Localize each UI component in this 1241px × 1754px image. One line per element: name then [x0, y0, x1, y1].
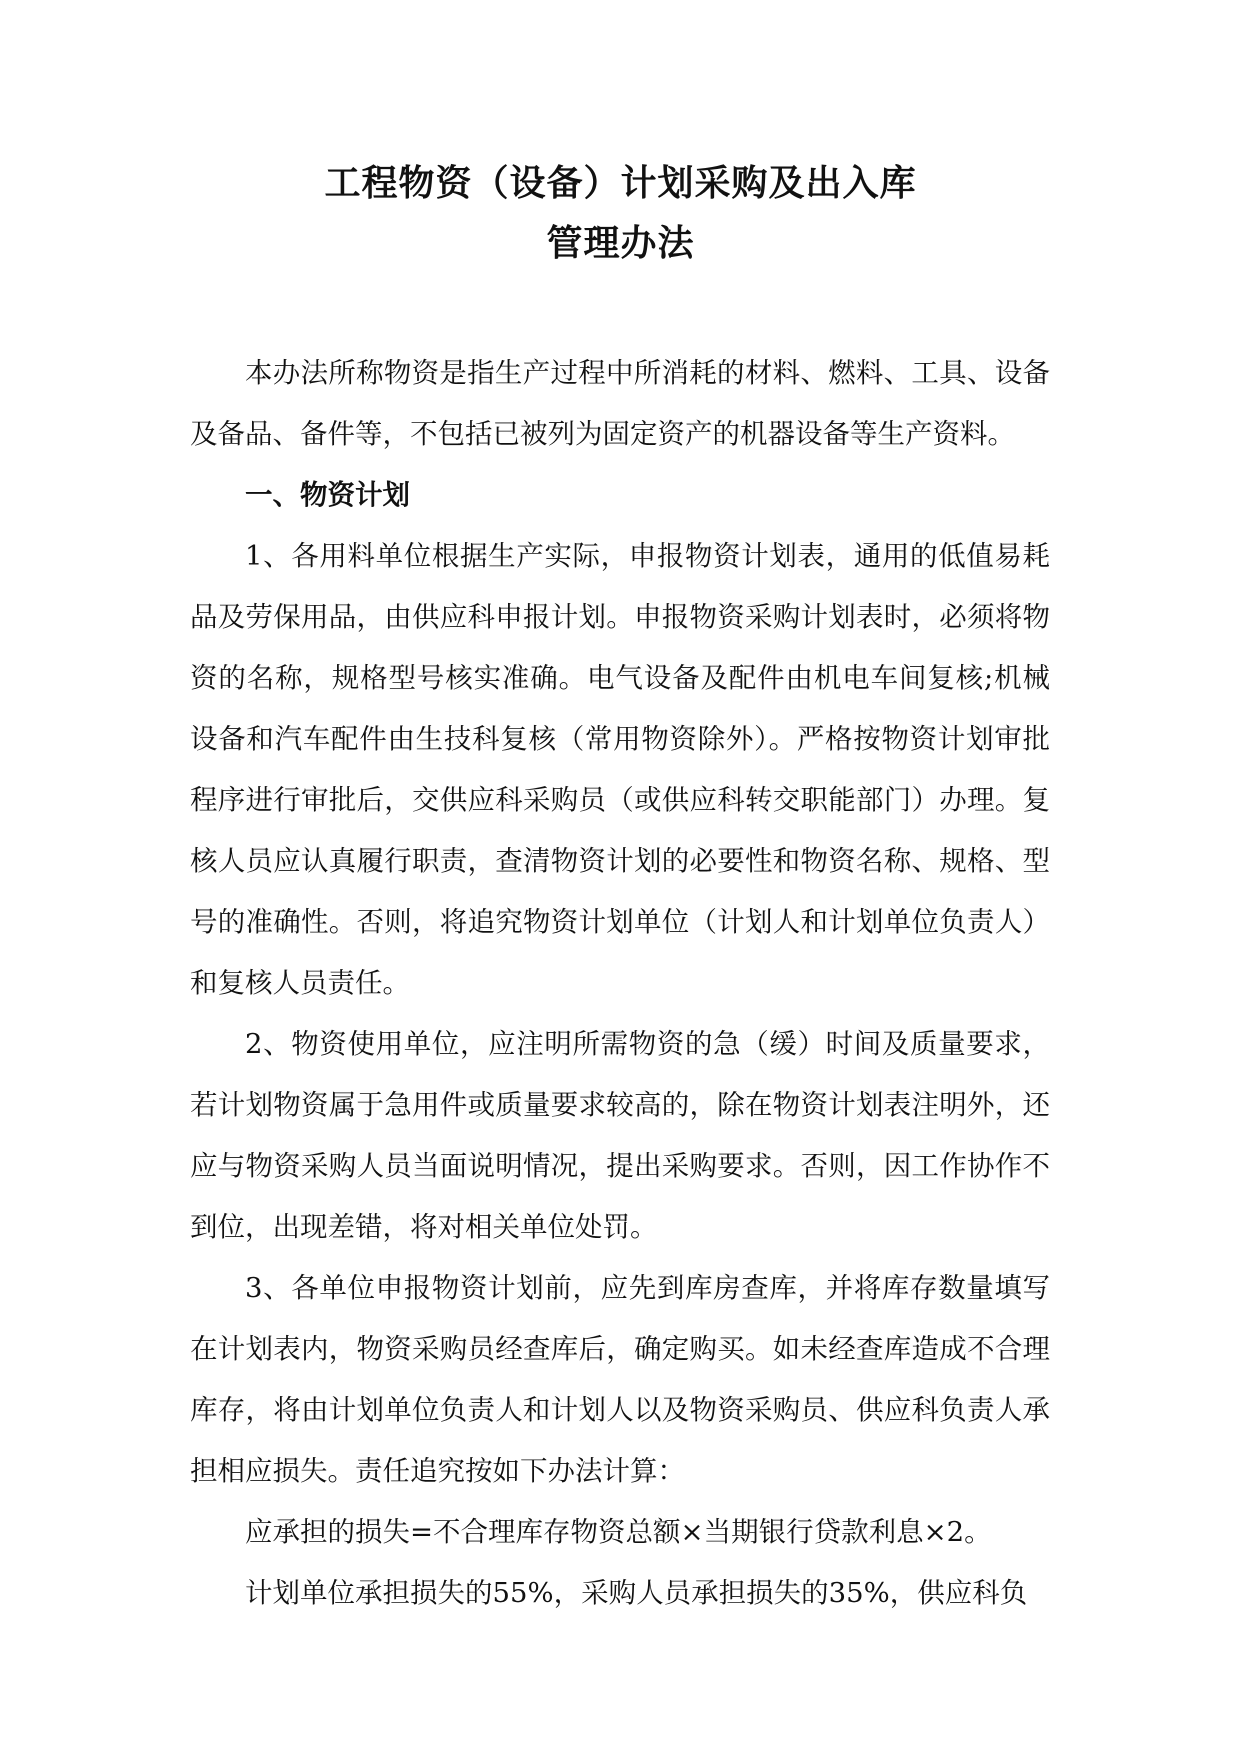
paragraph-item-3: 3、各单位申报物资计划前，应先到库房查库，并将库存数量填写在计划表内，物资采购员经查库后，确定购买。如未经查库造成不合理库存，将由计划单位负责人和计划人以及物资采购员、供应科负责人承担相应损失。责任追究按如下办法计算：	[190, 1272, 1050, 1487]
paragraph-item-1: 1、各用料单位根据生产实际，申报物资计划表，通用的低值易耗品及劳保用品，由供应科申报计划。申报物资采购计划表时，必须将物资的名称，规格型号核实准确。电气设备及配件由机电车间复核;机械设备和汽车配件由生技科复核（常用物资除外）。严格按物资计划审批程序进行审批后，交供应科采购员（或供应科转交职能部门）办理。复核人员应认真履行职责，查清物资计划的必要性和物资名称、规格、型号的准确性。否则，将追究物资计划单位（计划人和计划单位负责人）和复核人员责任。	[190, 540, 1050, 999]
document-body	[190, 343, 1050, 1624]
loss-formula: 应承担的损失=不合理库存物资总额×当期银行贷款利息×2。	[245, 1516, 992, 1548]
paragraph-loss-share: 计划单位承担损失的55%，采购人员承担损失的35%，供应科负	[245, 1577, 1028, 1609]
document-title-line1: 工程物资（设备）计划采购及出入库	[324, 163, 917, 204]
document-title-line2: 管理办法	[546, 223, 695, 264]
intro-paragraph: 本办法所称物资是指生产过程中所消耗的材料、燃料、工具、设备及备品、备件等，不包括已被列为固定资产的机器设备等生产资料。	[190, 357, 1050, 450]
section-heading-material-plan: 一、物资计划	[245, 479, 410, 511]
paragraph-item-2: 2、物资使用单位，应注明所需物资的急（缓）时间及质量要求，若计划物资属于急用件或质量要求较高的，除在物资计划表注明外，还应与物资采购人员当面说明情况，提出采购要求。否则，因工作协作不到位，出现差错，将对相关单位处罚。	[190, 1028, 1050, 1243]
